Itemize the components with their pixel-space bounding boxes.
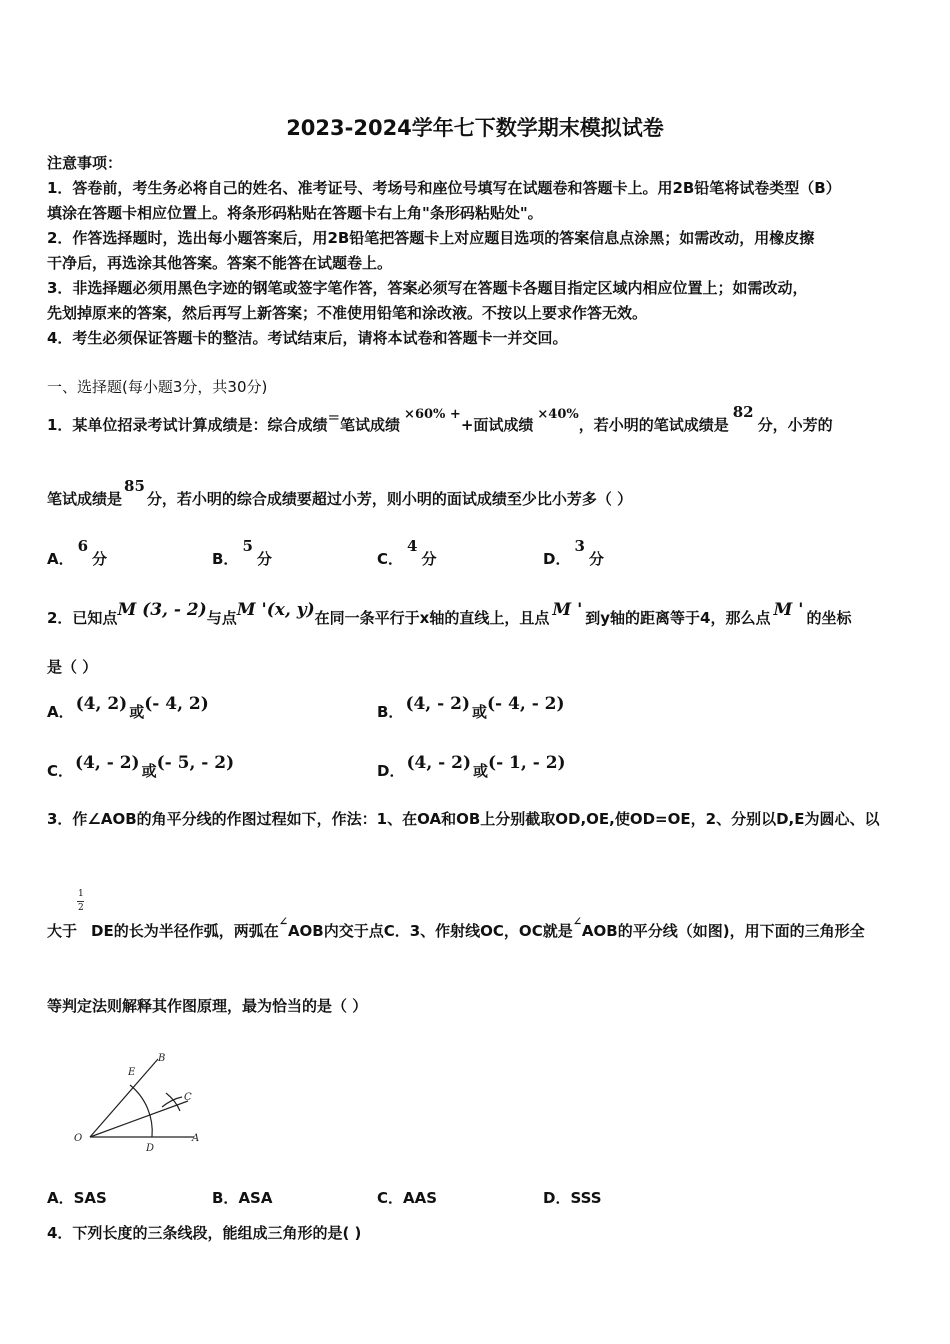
q3-fraction-bar <box>77 901 84 902</box>
notice-line: 3．非选择题必须用黑色字迹的钢笔或签字笔作答，答案必须写在答题卡各题目指定区域内相应位置上；如需改动， <box>47 279 808 297</box>
arc-de <box>130 1085 152 1137</box>
q3-angle-symbol: ∠ <box>278 915 288 928</box>
question-1-line-2 <box>47 477 633 509</box>
q1-option-c[interactable]: C．4分 <box>377 537 437 568</box>
question-3-line-3: 等判定法则解释其作图原理，最为恰当的是（ ） <box>47 997 368 1015</box>
notice-heading: 注意事项： <box>47 154 123 172</box>
label-c: C <box>184 1092 192 1103</box>
q3-option-a[interactable]: A．SAS <box>47 1189 107 1207</box>
q3-fraction-denominator: 2 <box>78 903 84 913</box>
ray-ob <box>90 1059 158 1137</box>
q2-option-b[interactable]: B． (4, - 2) 或(- 4, - 2) <box>377 694 565 721</box>
ray-oc <box>90 1101 188 1137</box>
q1-text: 分，若小明的综合成绩要超过小芳，则小明的面试成绩至少比小芳多（ ） <box>146 490 633 508</box>
label-o: O <box>74 1133 83 1144</box>
question-4-text: 4．下列长度的三条线段，能组成三角形的是( ) <box>47 1224 362 1242</box>
q3-option-c[interactable]: C．AAS <box>377 1189 438 1207</box>
question-3-line-1: 3．作∠AOB的角平分线的作图过程如下，作法：1、在OA和OB上分别截取OD,OE,使OD=OE，2、分别以D,E为圆心、以 <box>47 810 880 828</box>
q2-option-c[interactable]: C． (4, - 2) 或(- 5, - 2) <box>47 753 235 780</box>
q3-option-d[interactable]: D．SSS <box>543 1189 602 1207</box>
notice-line: 干净后，再选涂其他答案。答案不能答在试题卷上。 <box>47 254 393 272</box>
notice-line: 2．作答选择题时，选出每小题答案后，用2B铅笔把答题卡上对应题目选项的答案信息点涂黑；如需改动，用橡皮擦 <box>47 229 815 247</box>
notice-line: 填涂在答题卡相应位置上。将条形码粘贴在答题卡右上角"条形码粘贴处"。 <box>47 204 543 222</box>
q1-option-a[interactable]: A．6分 <box>47 537 108 568</box>
label-d: D <box>146 1143 155 1154</box>
question-2-line-1: 2．已知点M (3, - 2)与点M '(x, y)在同一条平行于x轴的直线上，且点 M ' 到y轴的距离等于4，那么点 M ' 的坐标 <box>47 600 852 627</box>
q1-text: +面试成绩 <box>460 416 534 434</box>
angle-bisector-figure <box>62 1045 222 1165</box>
notice-line: 先划掉原来的答案，然后再写上新答案；不准使用铅笔和涂改液。不按以上要求作答无效。 <box>47 304 648 322</box>
q1-option-d[interactable]: D．3分 <box>543 537 604 568</box>
q3-angle-symbol: ∠ <box>572 915 582 928</box>
q1-option-b[interactable]: B．5分 <box>212 537 272 568</box>
label-a: A <box>192 1133 200 1144</box>
q2-point-m: M (3, - 2) <box>117 600 207 620</box>
q1-text: ，若小明的笔试成绩是 <box>578 416 729 434</box>
q3-option-b[interactable]: B．ASA <box>212 1189 273 1207</box>
page-title: 2023-2024学年七下数学期末模拟试卷 <box>286 116 664 140</box>
q1-weight-2: ×40% <box>537 407 579 422</box>
q1-text: 笔试成绩是 <box>47 490 123 508</box>
q1-score-xiaoming: 82 <box>732 403 754 421</box>
q2-option-a[interactable]: A． (4, 2) 或(- 4, 2) <box>47 694 209 721</box>
q2-point-m-prime: M '(x, y) <box>236 600 315 620</box>
q1-text: 笔试成绩 <box>340 416 401 434</box>
question-2-line-2: 是（ ） <box>47 658 98 676</box>
question-1-line-1 <box>47 403 833 435</box>
notice-line: 1．答卷前，考生务必将自己的姓名、准考证号、考场号和座位号填写在试题卷和答题卡上。用2B铅笔将试卷类型（B） <box>47 179 841 197</box>
label-b: B <box>158 1053 166 1064</box>
notice-line: 4．考生必须保证答题卡的整洁。考试结束后，请将本试卷和答题卡一并交回。 <box>47 329 568 347</box>
q1-text: 分，小芳的 <box>757 416 833 434</box>
q1-equals: = <box>327 408 341 426</box>
q1-text: 1．某单位招录考试计算成绩是：综合成绩 <box>47 416 328 434</box>
label-e: E <box>128 1067 136 1078</box>
q3-fraction-numerator: 1 <box>78 889 84 899</box>
question-3-line-2: 大于 DE的长为半径作弧，两弧在∠AOB内交于点C．3、作射线OC，OC就是∠AOB的平分线（如图)，用下面的三角形全 <box>47 915 865 940</box>
q1-weight-1: ×60% + <box>404 407 461 422</box>
q1-score-xiaofang: 85 <box>124 477 145 495</box>
q2-option-d[interactable]: D． (4, - 2) 或(- 1, - 2) <box>377 753 566 780</box>
section-heading: 一、选择题(每小题3分，共30分) <box>47 378 268 396</box>
